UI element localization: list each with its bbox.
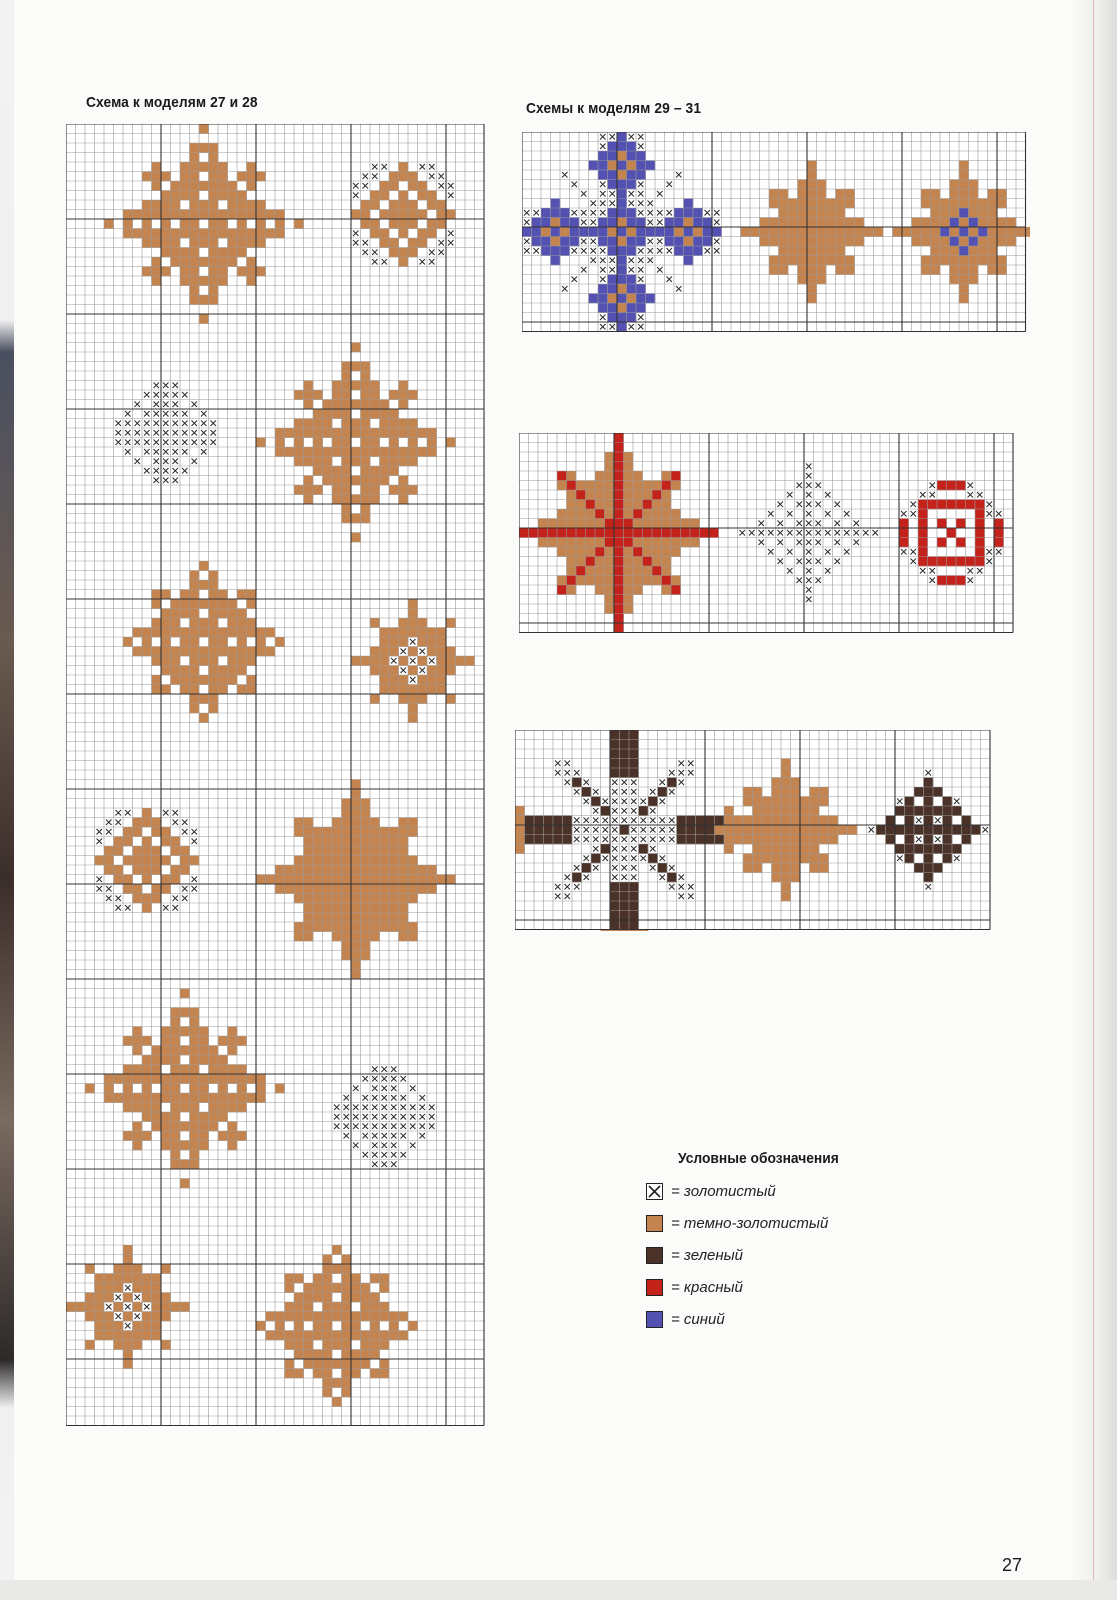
legend-item-blue — [646, 1309, 906, 1329]
chart-models-27-28 — [66, 124, 486, 1426]
legend-item-red — [646, 1277, 906, 1297]
motif-cross-cluster — [351, 162, 456, 267]
blue-swatch-icon — [646, 1311, 663, 1328]
cross-icon — [646, 1183, 663, 1200]
page-number: 27 — [1002, 1555, 1023, 1575]
green-swatch-icon — [646, 1247, 663, 1264]
page-spine-shadow — [0, 0, 14, 1600]
chart-model-29 — [522, 132, 1030, 333]
chart-model-30 — [519, 433, 1015, 634]
legend-label-blue: = синий — [671, 1310, 725, 1328]
chart-model-31 — [515, 730, 992, 931]
left-section-title: Схема к моделям 27 и 28 — [86, 94, 258, 111]
legend-label-dark-gold: = темно-золотистый — [671, 1214, 829, 1232]
legend-item-dark-gold — [646, 1213, 906, 1233]
legend-item-green — [646, 1245, 906, 1265]
legend-label-red: = красный — [671, 1278, 743, 1296]
page-bottom-edge — [0, 1580, 1117, 1600]
right-section-title: Схемы к моделям 29 – 31 — [526, 100, 702, 117]
legend-label-green: = зеленый — [671, 1246, 744, 1264]
legend-label-gold: = золотистый — [671, 1182, 776, 1200]
legend-title: Условные обозначения — [678, 1150, 839, 1167]
page-right-edge — [1071, 0, 1117, 1600]
legend-item-gold — [646, 1181, 906, 1201]
red-swatch-icon — [646, 1279, 663, 1296]
motif-cross-cluster — [95, 808, 200, 913]
dark-gold-swatch-icon — [646, 1215, 663, 1232]
legend — [646, 1150, 906, 1341]
